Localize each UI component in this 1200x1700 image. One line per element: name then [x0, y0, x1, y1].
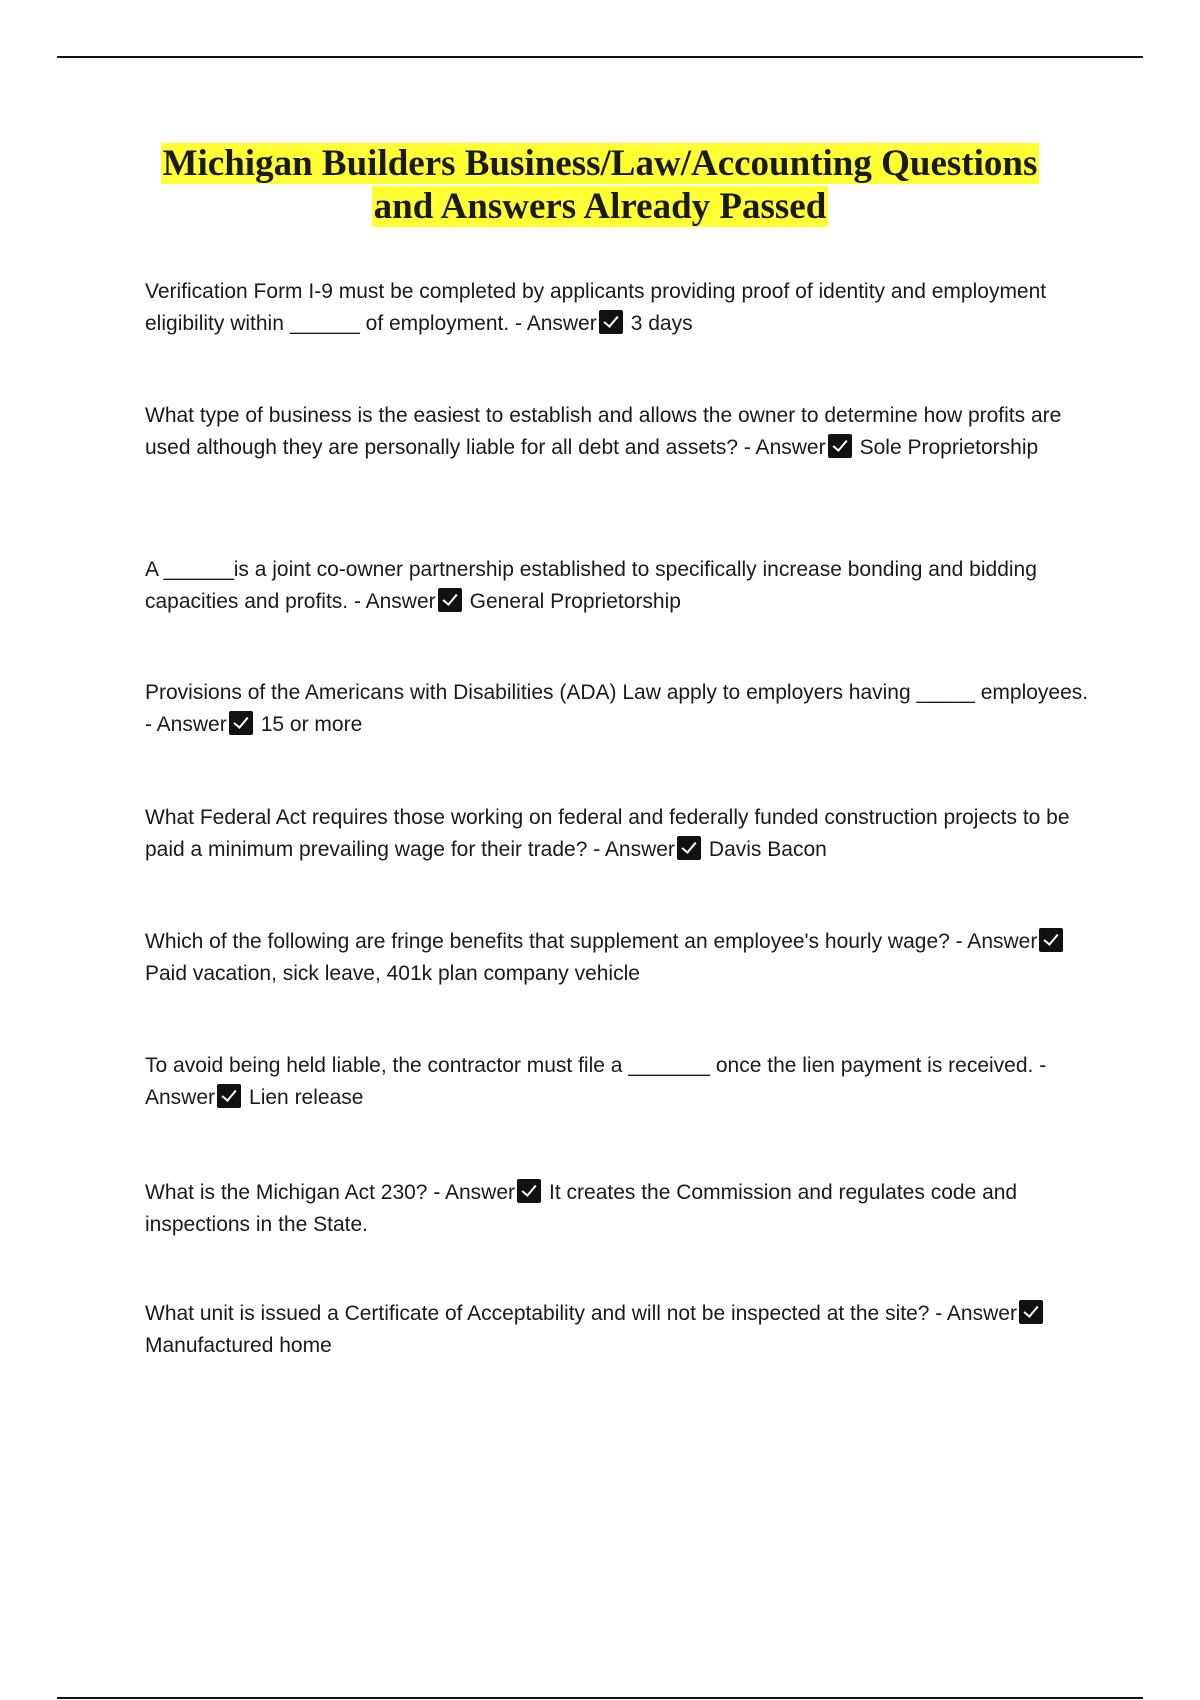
answer-text: Sole Proprietorship	[859, 436, 1039, 459]
answer-text: Manufactured home	[145, 1334, 332, 1357]
answer-text: It creates the Commission and regulates code and inspections in the State.	[145, 1181, 1018, 1236]
check-box-icon	[1019, 1300, 1043, 1324]
qa-item-2	[145, 400, 1095, 464]
question-text: What unit is issued a Certificate of Acceptability and will not be inspected at the site? - Answer	[145, 1302, 1017, 1325]
answer-text: 15 or more	[260, 713, 363, 736]
document-title	[100, 142, 1100, 228]
qa-item-7	[145, 1050, 1095, 1114]
question-text: What type of business is the easiest to establish and allows the owner to determine how profits are used although they are personally liable for all debt and assets? - Answer	[145, 404, 1062, 459]
check-box-icon	[677, 836, 701, 860]
title-line-2: and Answers Already Passed	[373, 186, 827, 227]
answer-text: General Proprietorship	[469, 590, 681, 613]
qa-item-8	[145, 1177, 1095, 1241]
answer-text: Davis Bacon	[708, 838, 827, 861]
check-box-icon	[229, 711, 253, 735]
check-box-icon	[438, 588, 462, 612]
question-text: What Federal Act requires those working on federal and federally funded construction projects to be paid a minimum prevailing wage for their trade? - Answer	[145, 806, 1070, 861]
answer-text: Lien release	[249, 1086, 364, 1109]
check-box-icon	[599, 310, 623, 334]
question-text: A ______is a joint co-owner partnership established to specifically increase bonding and bidding capacities and profits. - Answer	[145, 558, 1037, 613]
check-box-icon	[1039, 928, 1063, 952]
top-rule	[57, 56, 1143, 58]
qa-item-6	[145, 926, 1095, 990]
question-text: Verification Form I-9 must be completed by applicants providing proof of identity and employment eligibility within ______ of employment. - Answer	[145, 280, 1047, 335]
question-text: To avoid being held liable, the contractor must file a _______ once the lien payment is received. - Answer	[145, 1054, 1047, 1109]
bottom-rule	[57, 1697, 1143, 1699]
qa-item-3	[145, 554, 1095, 618]
answer-text: 3 days	[630, 312, 693, 335]
qa-item-1	[145, 276, 1095, 340]
check-box-icon	[517, 1179, 541, 1203]
title-line-1: Michigan Builders Business/Law/Accounting Questions	[162, 143, 1038, 184]
check-box-icon	[217, 1084, 241, 1108]
qa-item-5	[145, 802, 1095, 866]
question-text: Provisions of the Americans with Disabilities (ADA) Law apply to employers having _____ employees. - Answer	[145, 681, 1089, 736]
question-text: What is the Michigan Act 230? - Answer	[145, 1181, 516, 1204]
check-box-icon	[828, 434, 852, 458]
qa-item-9	[145, 1298, 1095, 1362]
answer-text: Paid vacation, sick leave, 401k plan company vehicle	[145, 962, 640, 985]
question-text: Which of the following are fringe benefits that supplement an employee's hourly wage? - Answer	[145, 930, 1038, 953]
qa-item-4	[145, 677, 1095, 741]
